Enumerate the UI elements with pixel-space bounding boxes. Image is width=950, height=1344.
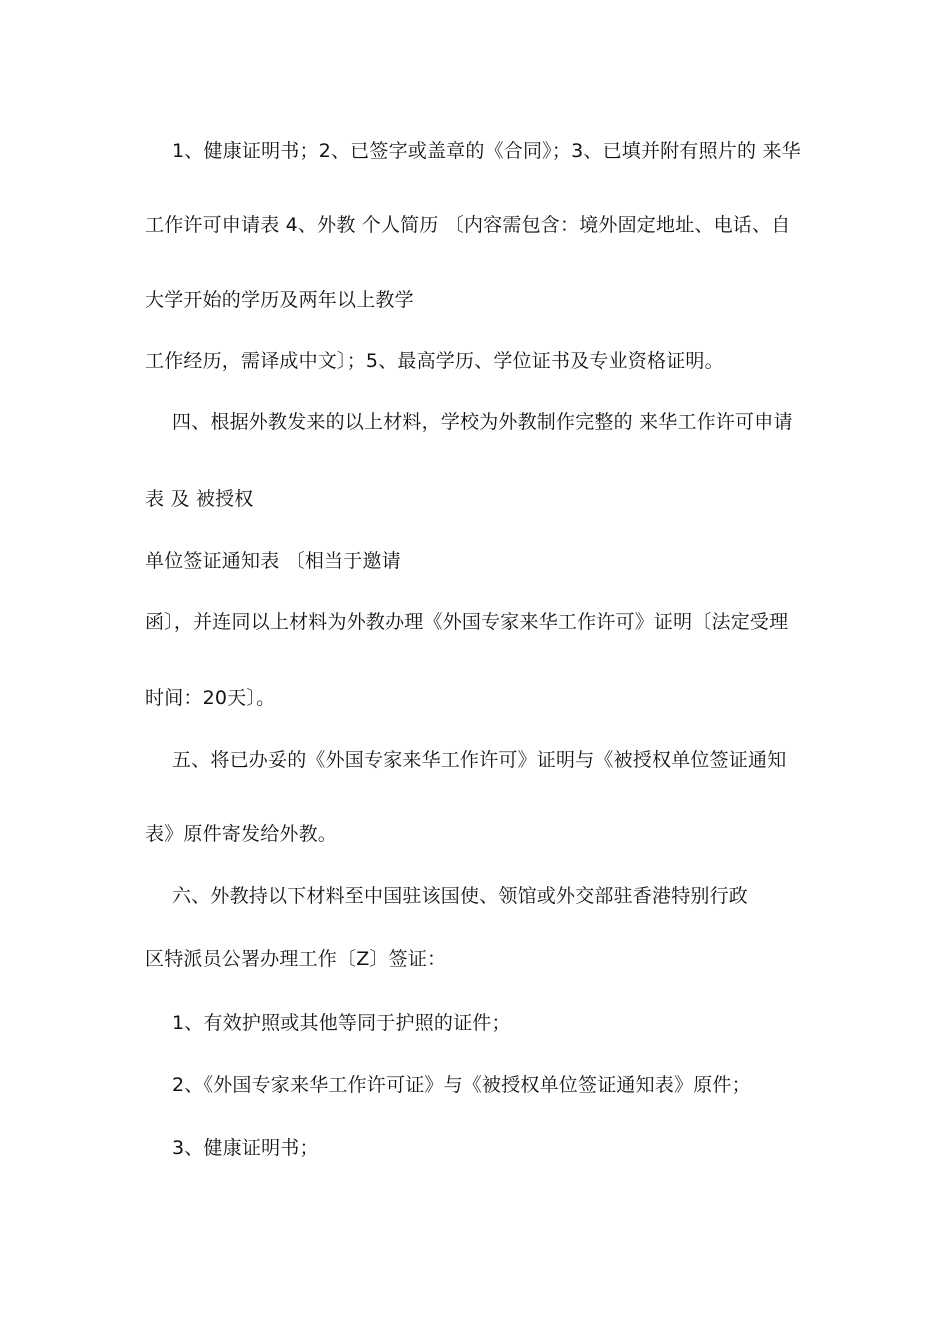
text-line: 五、将已办妥的《外国专家来华工作许可》证明与《被授权单位签证通知 xyxy=(172,749,787,771)
text-line: 区特派员公署办理工作〔Z〕签证： xyxy=(145,948,447,970)
text-line: 1、健康证明书；2、已签字或盖章的《合同》；3、已填并附有照片的 来华 xyxy=(172,140,801,162)
text-line: 时间：20天〕。 xyxy=(145,687,276,709)
text-line: 大学开始的学历及两年以上教学 xyxy=(145,289,414,311)
text-line: 工作许可申请表 4、外教 个人简历 〔内容需包含：境外固定地址、电话、自 xyxy=(145,214,791,236)
text-line: 2、《外国专家来华工作许可证》与《被授权单位签证通知表》原件； xyxy=(172,1074,751,1096)
text-line: 四、根据外教发来的以上材料，学校为外教制作完整的 来华工作许可申请 xyxy=(172,411,793,433)
text-line: 六、外教持以下材料至中国驻该国使、领馆或外交部驻香港特别行政 xyxy=(172,885,749,907)
text-line: 函〕，并连同以上材料为外教办理《外国专家来华工作许可》证明〔法定受理 xyxy=(145,611,789,633)
text-line: 表》原件寄发给外教。 xyxy=(145,823,338,845)
text-line: 表 及 被授权 xyxy=(145,488,254,510)
text-line: 3、健康证明书； xyxy=(172,1137,319,1159)
text-line: 单位签证通知表 〔相当于邀请 xyxy=(145,550,401,572)
text-line: 1、有效护照或其他等同于护照的证件； xyxy=(172,1012,511,1034)
text-line: 工作经历，需译成中文〕；5、最高学历、学位证书及专业资格证明。 xyxy=(145,350,724,372)
